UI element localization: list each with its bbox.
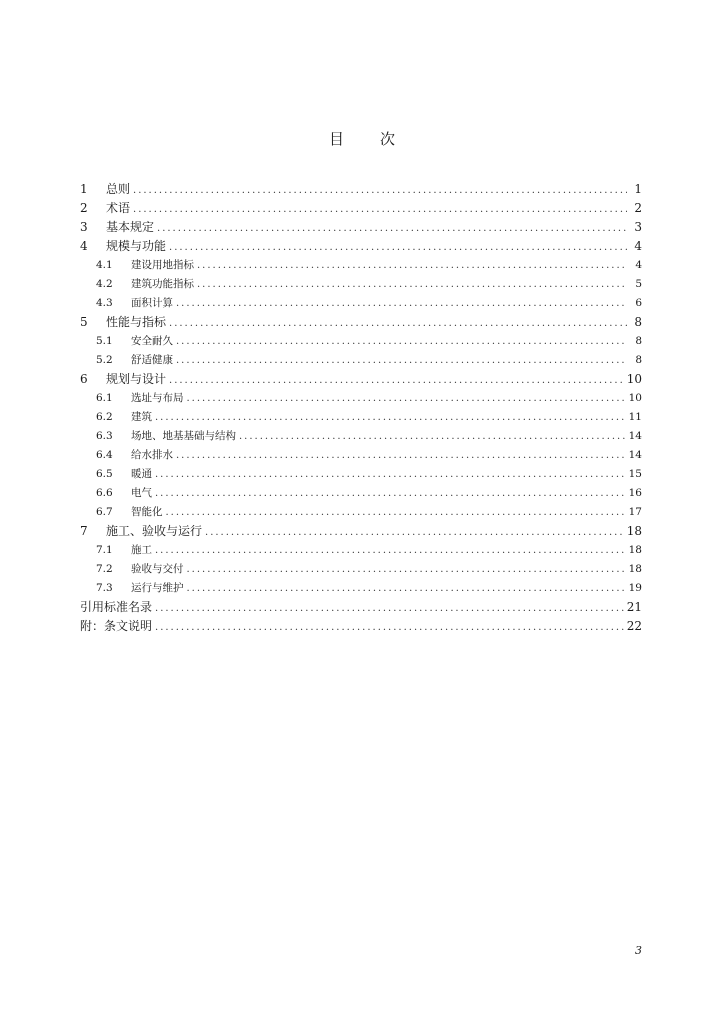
dot-leader bbox=[157, 219, 627, 238]
toc-entry[interactable] bbox=[80, 484, 642, 503]
toc-entry-title: 附：条文说明 bbox=[80, 619, 153, 633]
toc-entry[interactable] bbox=[80, 560, 642, 579]
toc-entry-title: 规模与功能 bbox=[106, 239, 167, 253]
toc-entry-page: 19 bbox=[628, 582, 642, 594]
toc-entry-title: 电气 bbox=[131, 487, 152, 499]
toc-entry-number: 3 bbox=[80, 220, 88, 234]
toc-entry-page: 18 bbox=[626, 524, 642, 538]
dot-leader bbox=[187, 389, 626, 408]
toc-entry[interactable] bbox=[80, 465, 642, 484]
dot-leader bbox=[133, 200, 627, 219]
toc-entry[interactable] bbox=[80, 389, 642, 408]
dot-leader bbox=[166, 503, 626, 522]
toc-entry-title: 引用标准名录 bbox=[80, 600, 153, 614]
toc-entry-page: 22 bbox=[626, 619, 642, 633]
dot-leader bbox=[187, 560, 626, 579]
dot-leader bbox=[133, 181, 627, 200]
toc-entry[interactable] bbox=[80, 579, 642, 598]
toc-entry-number: 4 bbox=[80, 239, 88, 253]
dot-leader bbox=[176, 446, 626, 465]
toc-entry-number: 6.4 bbox=[96, 449, 113, 461]
toc-entry-title: 建设用地指标 bbox=[131, 259, 194, 271]
toc-entry-number: 4.2 bbox=[96, 278, 113, 290]
toc-entry[interactable] bbox=[80, 408, 642, 427]
dot-leader bbox=[176, 294, 627, 313]
toc-entry[interactable] bbox=[80, 446, 642, 465]
toc-entry-number: 7.1 bbox=[96, 544, 113, 556]
toc-entry-page: 17 bbox=[628, 506, 642, 518]
toc-entry[interactable] bbox=[80, 180, 642, 199]
page-number: 3 bbox=[635, 944, 642, 957]
toc-entry-number: 7.2 bbox=[96, 563, 113, 575]
toc-entry[interactable] bbox=[80, 617, 642, 636]
toc-entry-page: 14 bbox=[628, 430, 642, 442]
page-title: 目次 bbox=[328, 130, 431, 148]
toc-entry-title: 场地、地基基础与结构 bbox=[131, 430, 236, 442]
dot-leader bbox=[155, 465, 626, 484]
toc-entry-page: 8 bbox=[635, 335, 642, 347]
toc-entry-page: 3 bbox=[634, 220, 642, 234]
toc-entry-page: 5 bbox=[635, 278, 642, 290]
toc-entry[interactable] bbox=[80, 256, 642, 275]
toc-entry-page: 14 bbox=[628, 449, 642, 461]
toc-entry-number: 6.7 bbox=[96, 506, 113, 518]
toc-entry-number: 4.3 bbox=[96, 297, 113, 309]
toc-entry[interactable] bbox=[80, 218, 642, 237]
toc-entry-number: 6.5 bbox=[96, 468, 113, 480]
toc-entry-title: 术语 bbox=[106, 201, 131, 215]
toc-entry[interactable] bbox=[80, 313, 642, 332]
toc-entry-page: 4 bbox=[635, 259, 642, 271]
toc-entry-page: 18 bbox=[628, 563, 642, 575]
toc-entry-number: 6.6 bbox=[96, 487, 113, 499]
dot-leader bbox=[197, 256, 627, 275]
toc-entry-number: 5.1 bbox=[96, 335, 113, 347]
toc-entry[interactable] bbox=[80, 503, 642, 522]
toc-entry[interactable] bbox=[80, 199, 642, 218]
toc-entry-title: 基本规定 bbox=[106, 220, 155, 234]
toc-entry-number: 6 bbox=[80, 372, 88, 386]
toc-entry-number: 6.3 bbox=[96, 430, 113, 442]
toc-entry-number: 6.2 bbox=[96, 411, 113, 423]
toc-entry[interactable] bbox=[80, 541, 642, 560]
toc-entry-title: 面积计算 bbox=[131, 297, 173, 309]
toc-entry-page: 10 bbox=[628, 392, 642, 404]
dot-leader bbox=[155, 618, 624, 637]
toc-entry-page: 6 bbox=[635, 297, 642, 309]
toc-entry[interactable] bbox=[80, 332, 642, 351]
toc-entry-title: 安全耐久 bbox=[131, 335, 173, 347]
toc-entry-page: 4 bbox=[634, 239, 642, 253]
dot-leader bbox=[155, 408, 626, 427]
toc-entry-page: 11 bbox=[628, 411, 642, 423]
toc-entry-title: 舒适健康 bbox=[131, 354, 173, 366]
toc-entry-page: 16 bbox=[628, 487, 642, 499]
toc-entry-title: 暖通 bbox=[131, 468, 152, 480]
toc-entry[interactable] bbox=[80, 522, 642, 541]
toc-entry-number: 5 bbox=[80, 315, 88, 329]
toc-entry-title: 建筑功能指标 bbox=[131, 278, 194, 290]
toc-entry-number: 2 bbox=[80, 201, 88, 215]
toc-entry-page: 10 bbox=[626, 372, 642, 386]
toc-entry[interactable] bbox=[80, 427, 642, 446]
toc-entry-title: 给水排水 bbox=[131, 449, 173, 461]
toc-entry-page: 8 bbox=[634, 315, 642, 329]
dot-leader bbox=[176, 332, 627, 351]
toc-entry[interactable] bbox=[80, 598, 642, 617]
dot-leader bbox=[169, 238, 627, 257]
toc-entry-title: 总则 bbox=[106, 182, 131, 196]
toc-entry[interactable] bbox=[80, 275, 642, 294]
toc-entry-title: 性能与指标 bbox=[106, 315, 167, 329]
toc-entry-page: 15 bbox=[628, 468, 642, 480]
dot-leader bbox=[176, 351, 627, 370]
toc-entry-page: 8 bbox=[635, 354, 642, 366]
toc-entry-title: 建筑 bbox=[131, 411, 152, 423]
toc-entry-number: 6.1 bbox=[96, 392, 113, 404]
dot-leader bbox=[169, 371, 624, 390]
toc-entry[interactable] bbox=[80, 351, 642, 370]
toc-entry-title: 施工、验收与运行 bbox=[106, 524, 203, 538]
toc-entry[interactable] bbox=[80, 294, 642, 313]
toc-entry-title: 规划与设计 bbox=[106, 372, 167, 386]
toc-entry-number: 4.1 bbox=[96, 259, 113, 271]
toc-entry-title: 智能化 bbox=[131, 506, 163, 518]
table-of-contents bbox=[80, 180, 642, 636]
toc-entry[interactable] bbox=[80, 370, 642, 389]
toc-entry-number: 7.3 bbox=[96, 582, 113, 594]
dot-leader bbox=[155, 541, 626, 560]
toc-entry-title: 施工 bbox=[131, 544, 152, 556]
dot-leader bbox=[239, 427, 626, 446]
toc-entry-title: 选址与布局 bbox=[131, 392, 184, 404]
dot-leader bbox=[187, 579, 626, 598]
toc-entry-number: 7 bbox=[80, 524, 88, 538]
toc-entry-page: 2 bbox=[634, 201, 642, 215]
toc-entry-page: 21 bbox=[626, 600, 642, 614]
toc-entry-page: 18 bbox=[628, 544, 642, 556]
toc-entry-number: 5.2 bbox=[96, 354, 113, 366]
dot-leader bbox=[155, 484, 626, 503]
dot-leader bbox=[169, 314, 627, 333]
dot-leader bbox=[205, 523, 624, 542]
toc-entry-page: 1 bbox=[634, 182, 642, 196]
toc-entry[interactable] bbox=[80, 237, 642, 256]
dot-leader bbox=[197, 275, 627, 294]
dot-leader bbox=[155, 599, 624, 618]
toc-entry-title: 运行与维护 bbox=[131, 582, 184, 594]
toc-entry-number: 1 bbox=[80, 182, 88, 196]
toc-entry-title: 验收与交付 bbox=[131, 563, 184, 575]
